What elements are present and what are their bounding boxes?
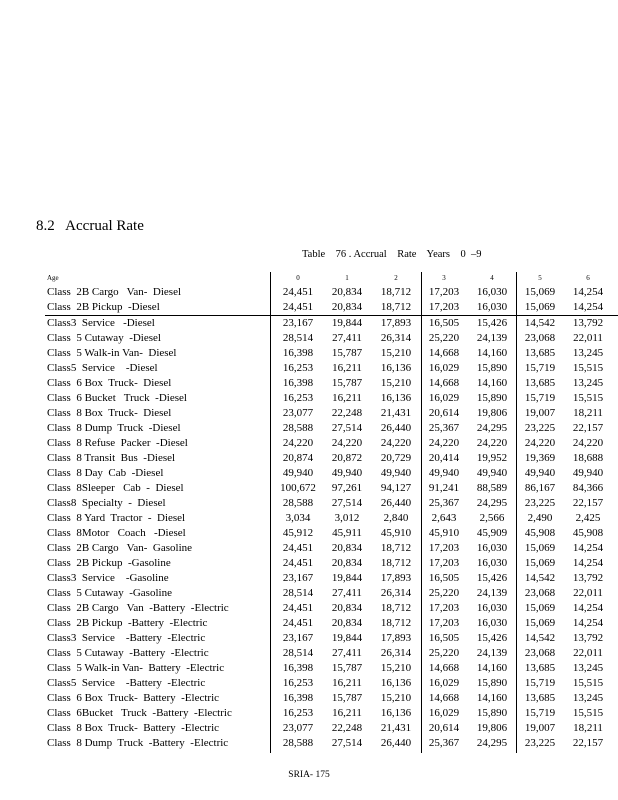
table-row bbox=[45, 285, 618, 300]
table-cell: 27,411 bbox=[332, 647, 362, 659]
row-label: Class 6Bucket Truck -Battery -Electric bbox=[47, 707, 232, 719]
table-row bbox=[45, 736, 618, 751]
table-cell: 16,505 bbox=[428, 317, 460, 329]
table-cell: 15,069 bbox=[524, 301, 556, 313]
table-cell: 23,167 bbox=[282, 632, 314, 644]
table-cell: 16,030 bbox=[476, 542, 508, 554]
table-cell: 22,248 bbox=[331, 722, 363, 734]
table-cell: 18,211 bbox=[573, 407, 603, 419]
column-divider bbox=[270, 272, 271, 753]
row-label: Class 5 Walk-in Van- Battery -Electric bbox=[47, 662, 225, 674]
table-cell: 15,787 bbox=[331, 662, 363, 674]
table-cell: 22,011 bbox=[573, 587, 603, 599]
row-label: Class 8 Dump Truck -Diesel bbox=[47, 422, 181, 434]
table-cell: 14,160 bbox=[476, 377, 508, 389]
table-cell: 23,068 bbox=[524, 587, 556, 599]
table-cell: 14,542 bbox=[524, 572, 556, 584]
table-cell: 15,069 bbox=[524, 617, 556, 629]
table-cell: 16,253 bbox=[282, 677, 314, 689]
column-header: 4 bbox=[490, 274, 494, 282]
table-cell: 24,451 bbox=[282, 602, 314, 614]
table-cell: 16,030 bbox=[476, 301, 508, 313]
table-cell: 23,167 bbox=[282, 572, 314, 584]
table-row bbox=[45, 691, 618, 706]
table-cell: 16,398 bbox=[282, 377, 314, 389]
table-row bbox=[45, 300, 618, 315]
table-cell: 18,712 bbox=[380, 286, 412, 298]
table-cell: 15,719 bbox=[524, 677, 556, 689]
table-cell: 24,139 bbox=[476, 587, 508, 599]
table-cell: 17,203 bbox=[428, 301, 460, 313]
table-cell: 23,068 bbox=[524, 647, 556, 659]
table-cell: 20,614 bbox=[428, 722, 460, 734]
section-title: 8.2 Accrual Rate bbox=[36, 218, 144, 234]
table-cell: 24,220 bbox=[282, 437, 314, 449]
table-cell: 94,127 bbox=[380, 482, 412, 494]
table-cell: 24,220 bbox=[572, 437, 604, 449]
table-row bbox=[45, 315, 618, 331]
table-header-row bbox=[45, 272, 618, 285]
table-cell: 23,068 bbox=[524, 332, 556, 344]
table-row bbox=[45, 376, 618, 391]
table-cell: 15,515 bbox=[572, 707, 604, 719]
table-cell: 27,514 bbox=[331, 497, 363, 509]
table-cell: 49,940 bbox=[380, 467, 412, 479]
table-cell: 22,011 bbox=[573, 647, 603, 659]
table-cell: 45,911 bbox=[332, 527, 362, 539]
table-row bbox=[45, 586, 618, 601]
table-cell: 15,890 bbox=[476, 392, 508, 404]
table-cell: 19,007 bbox=[524, 722, 556, 734]
row-label: Class 8Sleeper Cab - Diesel bbox=[47, 482, 184, 494]
table-cell: 15,210 bbox=[380, 662, 412, 674]
table-cell: 24,451 bbox=[282, 301, 314, 313]
table-cell: 14,160 bbox=[476, 347, 508, 359]
table-cell: 21,431 bbox=[380, 722, 412, 734]
table-cell: 16,398 bbox=[282, 347, 314, 359]
table-cell: 25,367 bbox=[428, 497, 460, 509]
table-cell: 100,672 bbox=[280, 482, 316, 494]
table-cell: 14,160 bbox=[476, 662, 508, 674]
row-label: Class 6 Box Truck- Diesel bbox=[47, 377, 172, 389]
table-cell: 16,030 bbox=[476, 617, 508, 629]
table-cell: 24,220 bbox=[331, 437, 363, 449]
table-row bbox=[45, 466, 618, 481]
table-cell: 15,787 bbox=[331, 347, 363, 359]
table-cell: 15,426 bbox=[476, 632, 508, 644]
table-cell: 20,834 bbox=[331, 602, 363, 614]
table-cell: 26,314 bbox=[380, 587, 412, 599]
table-cell: 15,426 bbox=[476, 317, 508, 329]
table-cell: 15,787 bbox=[331, 377, 363, 389]
table-row bbox=[45, 616, 618, 631]
table-cell: 15,515 bbox=[572, 392, 604, 404]
table-row bbox=[45, 451, 618, 466]
row-label: Class 8 Transit Bus -Diesel bbox=[47, 452, 176, 464]
table-row bbox=[45, 541, 618, 556]
row-label: Class 8 Day Cab -Diesel bbox=[47, 467, 164, 479]
table-cell: 19,806 bbox=[476, 722, 508, 734]
table-cell: 13,792 bbox=[572, 572, 604, 584]
table-cell: 17,203 bbox=[428, 617, 460, 629]
table-cell: 3,012 bbox=[334, 512, 360, 524]
row-label: Class 5 Cutaway -Diesel bbox=[47, 332, 161, 344]
table-cell: 15,426 bbox=[476, 572, 508, 584]
table-cell: 19,806 bbox=[476, 407, 508, 419]
table-caption: Table 76 . Accrual Rate Years 0 –9 bbox=[302, 249, 482, 260]
table-cell: 17,893 bbox=[380, 572, 412, 584]
table-cell: 91,241 bbox=[428, 482, 460, 494]
table-cell: 15,069 bbox=[524, 286, 556, 298]
table-cell: 20,834 bbox=[331, 617, 363, 629]
table-cell: 13,245 bbox=[572, 692, 604, 704]
row-label: Class 2B Pickup -Battery -Electric bbox=[47, 617, 208, 629]
table-cell: 26,440 bbox=[380, 497, 412, 509]
page-footer: SRIA- 175 bbox=[288, 770, 330, 780]
table-cell: 16,505 bbox=[428, 572, 460, 584]
table-cell: 45,910 bbox=[428, 527, 460, 539]
table-cell: 84,366 bbox=[572, 482, 604, 494]
table-cell: 16,211 bbox=[332, 362, 362, 374]
table-cell: 15,515 bbox=[572, 677, 604, 689]
table-row bbox=[45, 646, 618, 661]
table-cell: 15,719 bbox=[524, 392, 556, 404]
column-header: 3 bbox=[442, 274, 446, 282]
table-row bbox=[45, 391, 618, 406]
table-cell: 86,167 bbox=[524, 482, 556, 494]
row-label: Class 6 Bucket Truck -Diesel bbox=[47, 392, 187, 404]
table-row bbox=[45, 481, 618, 496]
table-row bbox=[45, 436, 618, 451]
table-cell: 45,908 bbox=[524, 527, 556, 539]
table-cell: 18,712 bbox=[380, 602, 412, 614]
table-cell: 17,893 bbox=[380, 317, 412, 329]
table-cell: 24,139 bbox=[476, 647, 508, 659]
table-cell: 14,542 bbox=[524, 632, 556, 644]
table-cell: 14,160 bbox=[476, 692, 508, 704]
table-cell: 26,314 bbox=[380, 332, 412, 344]
table-cell: 20,729 bbox=[380, 452, 412, 464]
table-cell: 16,253 bbox=[282, 362, 314, 374]
row-label: Class 8 Box Truck- Battery -Electric bbox=[47, 722, 220, 734]
table-cell: 27,514 bbox=[331, 422, 363, 434]
row-label: Class 5 Cutaway -Gasoline bbox=[47, 587, 172, 599]
table-cell: 24,220 bbox=[524, 437, 556, 449]
table-cell: 2,840 bbox=[383, 512, 409, 524]
table-row bbox=[45, 676, 618, 691]
table-cell: 25,220 bbox=[428, 647, 460, 659]
table-cell: 13,245 bbox=[572, 347, 604, 359]
table-cell: 45,909 bbox=[476, 527, 508, 539]
table-cell: 14,254 bbox=[572, 617, 604, 629]
table-cell: 28,588 bbox=[282, 422, 314, 434]
table-cell: 15,210 bbox=[380, 347, 412, 359]
table-cell: 16,253 bbox=[282, 707, 314, 719]
column-header: 6 bbox=[586, 274, 590, 282]
table-cell: 23,225 bbox=[524, 497, 556, 509]
table-cell: 20,614 bbox=[428, 407, 460, 419]
table-cell: 49,940 bbox=[524, 467, 556, 479]
table-cell: 24,139 bbox=[476, 332, 508, 344]
table-row bbox=[45, 601, 618, 616]
row-label: Class 8Motor Coach -Diesel bbox=[47, 527, 186, 539]
table-row bbox=[45, 331, 618, 346]
row-label: Class 2B Pickup -Gasoline bbox=[47, 557, 171, 569]
table-row bbox=[45, 346, 618, 361]
table-cell: 18,211 bbox=[573, 722, 603, 734]
table-row bbox=[45, 556, 618, 571]
table-cell: 17,893 bbox=[380, 632, 412, 644]
table-cell: 13,792 bbox=[572, 632, 604, 644]
table-cell: 17,203 bbox=[428, 602, 460, 614]
table-cell: 16,398 bbox=[282, 662, 314, 674]
table-cell: 22,157 bbox=[572, 737, 604, 749]
row-label: Class 8 Refuse Packer -Diesel bbox=[47, 437, 188, 449]
table-cell: 16,029 bbox=[428, 677, 460, 689]
table-cell: 16,030 bbox=[476, 557, 508, 569]
table-row bbox=[45, 406, 618, 421]
table-cell: 26,440 bbox=[380, 422, 412, 434]
row-label: Class 2B Pickup -Diesel bbox=[47, 301, 160, 313]
table-row bbox=[45, 496, 618, 511]
table-cell: 14,254 bbox=[572, 602, 604, 614]
row-label: Class 8 Yard Tractor - Diesel bbox=[47, 512, 186, 524]
row-label: Class 8 Box Truck- Diesel bbox=[47, 407, 172, 419]
table-cell: 13,245 bbox=[572, 662, 604, 674]
table-row bbox=[45, 706, 618, 721]
table-row bbox=[45, 631, 618, 646]
table-cell: 14,668 bbox=[428, 347, 460, 359]
row-label: Class3 Service -Battery -Electric bbox=[47, 632, 206, 644]
column-header: 2 bbox=[394, 274, 398, 282]
table-cell: 19,844 bbox=[331, 572, 363, 584]
table-cell: 16,136 bbox=[380, 362, 412, 374]
row-label: Class 2B Cargo Van -Battery -Electric bbox=[47, 602, 229, 614]
table-cell: 14,668 bbox=[428, 662, 460, 674]
column-header: 0 bbox=[296, 274, 300, 282]
row-label: Class5 Service -Diesel bbox=[47, 362, 158, 374]
table-cell: 23,077 bbox=[282, 722, 314, 734]
row-label: Class 5 Walk-in Van- Diesel bbox=[47, 347, 177, 359]
table-cell: 16,030 bbox=[476, 286, 508, 298]
table-cell: 16,211 bbox=[332, 677, 362, 689]
table-cell: 19,369 bbox=[524, 452, 556, 464]
table-cell: 26,440 bbox=[380, 737, 412, 749]
table-cell: 24,220 bbox=[428, 437, 460, 449]
table-cell: 23,225 bbox=[524, 737, 556, 749]
table-row bbox=[45, 721, 618, 736]
table-cell: 15,515 bbox=[572, 362, 604, 374]
table-cell: 24,451 bbox=[282, 617, 314, 629]
table-cell: 2,643 bbox=[431, 512, 457, 524]
table-cell: 18,712 bbox=[380, 617, 412, 629]
table-cell: 26,314 bbox=[380, 647, 412, 659]
table-cell: 24,220 bbox=[380, 437, 412, 449]
table-cell: 18,712 bbox=[380, 557, 412, 569]
table-cell: 24,220 bbox=[476, 437, 508, 449]
row-label: Class3 Service -Gasoline bbox=[47, 572, 169, 584]
table-cell: 15,890 bbox=[476, 707, 508, 719]
table-cell: 19,844 bbox=[331, 632, 363, 644]
table-cell: 24,451 bbox=[282, 286, 314, 298]
table-cell: 24,295 bbox=[476, 422, 508, 434]
table-cell: 13,685 bbox=[524, 662, 556, 674]
row-label: Class 8 Dump Truck -Battery -Electric bbox=[47, 737, 229, 749]
table-cell: 25,220 bbox=[428, 587, 460, 599]
table-cell: 14,254 bbox=[572, 286, 604, 298]
table-cell: 17,203 bbox=[428, 286, 460, 298]
table-row bbox=[45, 571, 618, 586]
table-body bbox=[45, 285, 618, 751]
table-cell: 25,367 bbox=[428, 737, 460, 749]
table-cell: 16,136 bbox=[380, 392, 412, 404]
table-cell: 2,566 bbox=[479, 512, 505, 524]
table-cell: 18,712 bbox=[380, 542, 412, 554]
table-cell: 16,029 bbox=[428, 392, 460, 404]
table-cell: 13,792 bbox=[572, 317, 604, 329]
table-cell: 20,834 bbox=[331, 301, 363, 313]
table-cell: 22,248 bbox=[331, 407, 363, 419]
table-cell: 19,952 bbox=[476, 452, 508, 464]
table-cell: 23,167 bbox=[282, 317, 314, 329]
table-cell: 28,514 bbox=[282, 332, 314, 344]
table-cell: 21,431 bbox=[380, 407, 412, 419]
row-label: Class3 Service -Diesel bbox=[47, 317, 155, 329]
table-row bbox=[45, 661, 618, 676]
table-cell: 27,514 bbox=[331, 737, 363, 749]
row-label: Class5 Service -Battery -Electric bbox=[47, 677, 206, 689]
table-cell: 49,940 bbox=[476, 467, 508, 479]
table-cell: 24,295 bbox=[476, 497, 508, 509]
table-cell: 49,940 bbox=[331, 467, 363, 479]
table-cell: 49,940 bbox=[282, 467, 314, 479]
table-cell: 97,261 bbox=[331, 482, 363, 494]
table-cell: 18,688 bbox=[572, 452, 604, 464]
table-row bbox=[45, 361, 618, 376]
table-cell: 16,505 bbox=[428, 632, 460, 644]
table-cell: 24,451 bbox=[282, 557, 314, 569]
table-cell: 15,719 bbox=[524, 707, 556, 719]
table-cell: 16,398 bbox=[282, 692, 314, 704]
row-label: Class8 Specialty - Diesel bbox=[47, 497, 166, 509]
table-cell: 17,203 bbox=[428, 542, 460, 554]
table-cell: 16,030 bbox=[476, 602, 508, 614]
table-cell: 16,211 bbox=[332, 392, 362, 404]
table-cell: 13,685 bbox=[524, 377, 556, 389]
table-cell: 22,157 bbox=[572, 497, 604, 509]
table-cell: 49,940 bbox=[572, 467, 604, 479]
table-cell: 28,514 bbox=[282, 587, 314, 599]
table-cell: 14,668 bbox=[428, 377, 460, 389]
table-cell: 15,719 bbox=[524, 362, 556, 374]
table-cell: 2,490 bbox=[527, 512, 553, 524]
table-cell: 19,007 bbox=[524, 407, 556, 419]
table-cell: 24,451 bbox=[282, 542, 314, 554]
column-header: 5 bbox=[538, 274, 542, 282]
table-cell: 25,367 bbox=[428, 422, 460, 434]
table-cell: 13,685 bbox=[524, 347, 556, 359]
table-cell: 14,542 bbox=[524, 317, 556, 329]
table-cell: 20,874 bbox=[282, 452, 314, 464]
table-cell: 16,211 bbox=[332, 707, 362, 719]
table-cell: 28,588 bbox=[282, 497, 314, 509]
table-cell: 15,890 bbox=[476, 677, 508, 689]
column-divider bbox=[421, 272, 422, 753]
table-cell: 28,514 bbox=[282, 647, 314, 659]
table-cell: 2,425 bbox=[575, 512, 601, 524]
row-label: Class 6 Box Truck- Battery -Electric bbox=[47, 692, 220, 704]
table-row bbox=[45, 526, 618, 541]
table-cell: 15,069 bbox=[524, 602, 556, 614]
table-cell: 18,712 bbox=[380, 301, 412, 313]
table-cell: 15,787 bbox=[331, 692, 363, 704]
table-cell: 20,414 bbox=[428, 452, 460, 464]
table-cell: 14,668 bbox=[428, 692, 460, 704]
table-cell: 15,210 bbox=[380, 377, 412, 389]
age-header: Age bbox=[47, 274, 59, 282]
table-cell: 25,220 bbox=[428, 332, 460, 344]
table-cell: 14,254 bbox=[572, 542, 604, 554]
table-cell: 15,210 bbox=[380, 692, 412, 704]
table-row bbox=[45, 421, 618, 436]
row-label: Class 2B Cargo Van- Gasoline bbox=[47, 542, 193, 554]
table-cell: 45,910 bbox=[380, 527, 412, 539]
table-cell: 15,069 bbox=[524, 557, 556, 569]
column-header: 1 bbox=[345, 274, 349, 282]
table-cell: 20,834 bbox=[331, 542, 363, 554]
table-cell: 28,588 bbox=[282, 737, 314, 749]
table-cell: 27,411 bbox=[332, 587, 362, 599]
table-cell: 88,589 bbox=[476, 482, 508, 494]
table-cell: 45,908 bbox=[572, 527, 604, 539]
table-row bbox=[45, 511, 618, 526]
table-cell: 17,203 bbox=[428, 557, 460, 569]
accrual-rate-table bbox=[45, 272, 618, 751]
table-cell: 16,029 bbox=[428, 707, 460, 719]
table-cell: 16,029 bbox=[428, 362, 460, 374]
table-cell: 27,411 bbox=[332, 332, 362, 344]
table-cell: 3,034 bbox=[285, 512, 311, 524]
table-cell: 23,225 bbox=[524, 422, 556, 434]
row-label: Class 2B Cargo Van- Diesel bbox=[47, 286, 182, 298]
table-cell: 16,253 bbox=[282, 392, 314, 404]
table-cell: 49,940 bbox=[428, 467, 460, 479]
table-cell: 45,912 bbox=[282, 527, 314, 539]
table-cell: 23,077 bbox=[282, 407, 314, 419]
table-cell: 16,136 bbox=[380, 707, 412, 719]
table-cell: 22,157 bbox=[572, 422, 604, 434]
table-cell: 13,245 bbox=[572, 377, 604, 389]
table-cell: 24,295 bbox=[476, 737, 508, 749]
table-cell: 20,834 bbox=[331, 286, 363, 298]
table-cell: 15,890 bbox=[476, 362, 508, 374]
table-cell: 14,254 bbox=[572, 557, 604, 569]
table-cell: 19,844 bbox=[331, 317, 363, 329]
table-cell: 15,069 bbox=[524, 542, 556, 554]
table-cell: 16,136 bbox=[380, 677, 412, 689]
table-cell: 13,685 bbox=[524, 692, 556, 704]
table-cell: 20,872 bbox=[331, 452, 363, 464]
table-cell: 14,254 bbox=[572, 301, 604, 313]
table-cell: 22,011 bbox=[573, 332, 603, 344]
row-label: Class 5 Cutaway -Battery -Electric bbox=[47, 647, 209, 659]
column-divider bbox=[516, 272, 517, 753]
table-cell: 20,834 bbox=[331, 557, 363, 569]
